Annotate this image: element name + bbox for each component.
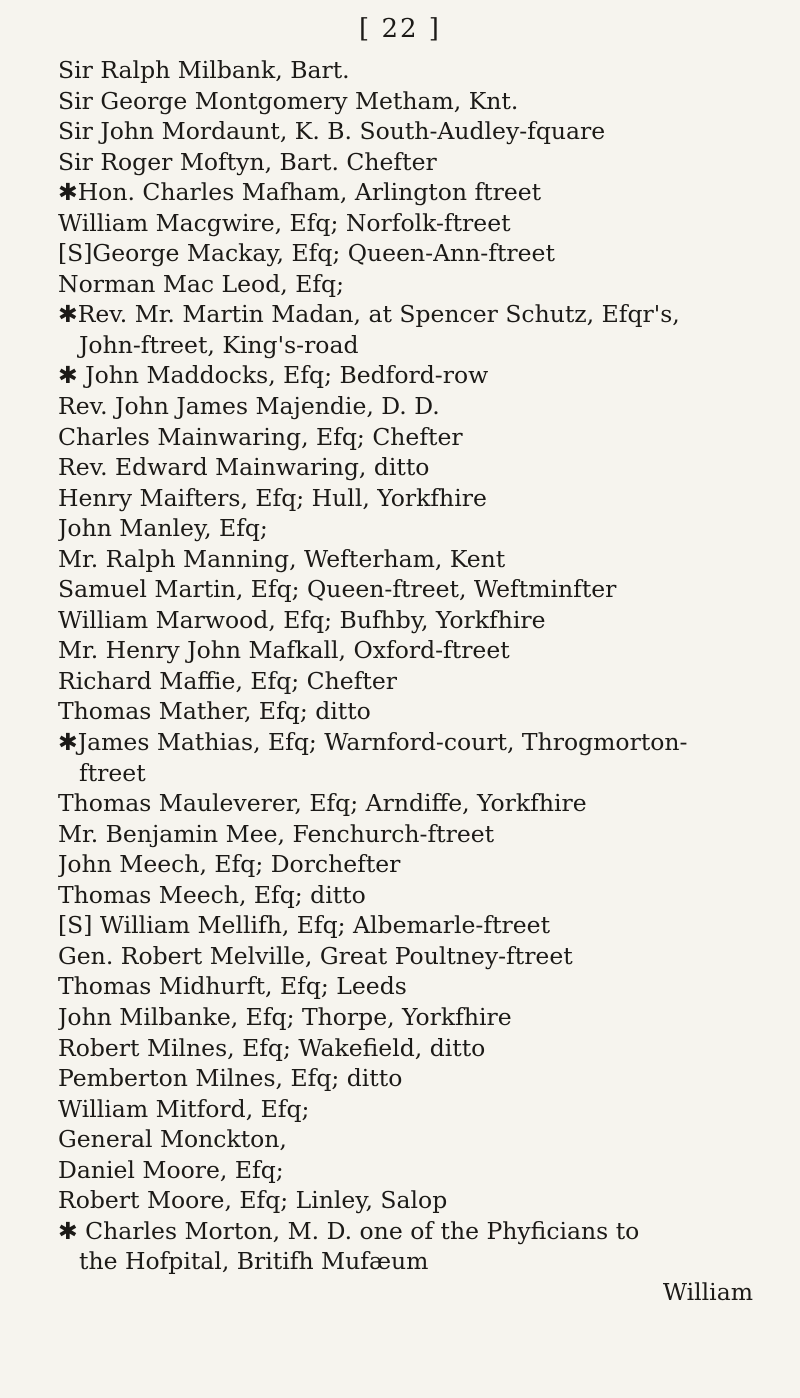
list-entry: Richard Maffie, Efq; Chefter <box>58 666 397 695</box>
list-entry: Samuel Martin, Efq; Queen-ftreet, Weftminfter <box>58 575 617 604</box>
list-entry: Pemberton Milnes, Efq; ditto <box>58 1064 403 1093</box>
catchword: William <box>662 1277 753 1306</box>
list-entry: William Macgwire, Efq; Norfolk-ftreet <box>58 208 511 237</box>
list-entry: Daniel Moore, Efq; <box>58 1155 284 1184</box>
list-entry: General Monckton, <box>58 1125 287 1154</box>
list-entry: [S] William Mellifh, Efq; Albemarle-ftreet <box>58 911 551 940</box>
list-entry: Robert Moore, Efq; Linley, Salop <box>58 1186 448 1215</box>
list-entry: Sir Roger Moftyn, Bart. Chefter <box>58 147 437 176</box>
page-number: [ 22 ] <box>359 14 441 44</box>
list-entry-continuation: the Hofpital, Britifh Mufæum <box>79 1247 429 1276</box>
list-entry: John Milbanke, Efq; Thorpe, Yorkfhire <box>58 1002 512 1031</box>
list-entry: ✱ John Maddocks, Efq; Bedford-row <box>58 361 489 390</box>
list-entry: William Mitford, Efq; <box>58 1094 310 1123</box>
list-entry: Rev. Edward Mainwaring, ditto <box>58 453 430 482</box>
list-entry: ✱Rev. Mr. Martin Madan, at Spencer Schutz, Efqr's, <box>58 300 680 329</box>
list-entry: Henry Maifters, Efq; Hull, Yorkfhire <box>58 483 487 512</box>
list-entry: Robert Milnes, Efq; Wakefield, ditto <box>58 1033 486 1062</box>
list-entry: Sir John Mordaunt, K. B. South-Audley-fquare <box>58 117 606 146</box>
list-entry: Mr. Ralph Manning, Wefterham, Kent <box>58 544 506 573</box>
list-entry: Sir George Montgomery Metham, Knt. <box>58 86 519 115</box>
list-entry: ✱James Mathias, Efq; Warnford-court, Throgmorton- <box>58 728 688 757</box>
subscriber-list <box>58 55 788 1307</box>
list-entry: John Meech, Efq; Dorchefter <box>58 850 401 879</box>
list-entry: Rev. John James Majendie, D. D. <box>58 392 440 421</box>
list-entry: Norman Mac Leod, Efq; <box>58 269 345 298</box>
list-entry: Gen. Robert Melville, Great Poultney-ftreet <box>58 941 573 970</box>
list-entry: Charles Mainwaring, Efq; Chefter <box>58 422 463 451</box>
list-entry: ✱ Charles Morton, M. D. one of the Phyficians to <box>58 1216 640 1245</box>
list-entry-continuation: ftreet <box>79 758 146 787</box>
list-entry: Mr. Henry John Mafkall, Oxford-ftreet <box>58 636 510 665</box>
list-entry: John Manley, Efq; <box>58 514 268 543</box>
list-entry: Sir Ralph Milbank, Bart. <box>58 56 350 84</box>
list-entry-continuation: John-ftreet, King's-road <box>79 330 359 359</box>
list-entry: William Marwood, Efq; Bufhby, Yorkfhire <box>58 605 546 634</box>
list-entry: Mr. Benjamin Mee, Fenchurch-ftreet <box>58 819 495 848</box>
list-entry: [S]George Mackay, Efq; Queen-Ann-ftreet <box>58 239 555 268</box>
list-entry: ✱Hon. Charles Mafham, Arlington ftreet <box>58 178 542 207</box>
list-entry: Thomas Meech, Efq; ditto <box>58 880 366 909</box>
list-entry: Thomas Mather, Efq; ditto <box>58 697 371 726</box>
list-entry: Thomas Midhurft, Efq; Leeds <box>58 972 407 1001</box>
list-entry: Thomas Mauleverer, Efq; Arndiffe, Yorkfhire <box>58 789 587 818</box>
